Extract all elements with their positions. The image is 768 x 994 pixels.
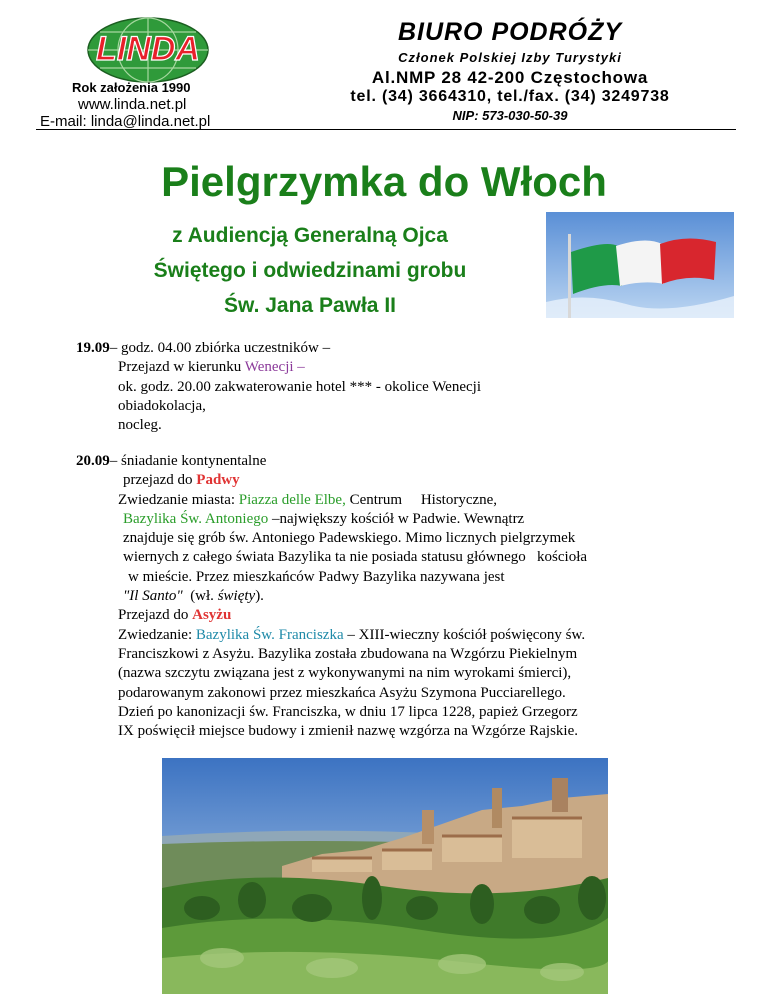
website-link[interactable]: www.linda.net.pl (78, 96, 187, 113)
text-line: obiadokolacja, (118, 397, 206, 414)
phone-line: tel. (34) 3664310, tel./fax. (34) 3249738 (350, 88, 670, 105)
subtitle-line: z Audiencją Generalną Ojca (172, 224, 448, 247)
text-line: znajduje się grób św. Antoniego Padewskiego. Mimo licznych pielgrzymek (123, 530, 576, 547)
text-line: Dzień po kanonizacji św. Franciszka, w dniu 17 lipca 1228, papież Grzegorz (118, 703, 578, 720)
text-line: – godz. 04.00 zbiórka uczestników – (109, 340, 331, 356)
agency-name: BIURO PODRÓŻY (397, 18, 623, 46)
text-line: (nazwa szczytu związana jest z wykonywanymi na nim wyrokami śmierci), (118, 665, 572, 682)
text-line: Zwiedzanie: (118, 626, 196, 643)
text-line: –największy kościół w Padwie. Wewnątrz (268, 510, 525, 527)
subtitle (80, 218, 540, 323)
place-piazza: Piazza delle Elbe, (238, 491, 346, 508)
text-line: Franciszkowi z Asyżu. Bazylika została zbudowana na Wzgórzu Piekielnym (118, 645, 578, 662)
email-link[interactable]: E-mail: linda@linda.net.pl (40, 113, 211, 130)
logo-text: LINDA (96, 30, 200, 68)
text-line: Przejazd do (118, 607, 193, 624)
place-venice: Wenecji – (244, 359, 305, 376)
text-line: nocleg. (118, 417, 162, 434)
place-padwa: Padwy (196, 472, 240, 489)
day-date: 20.09 (76, 453, 110, 469)
text-line: ). (255, 588, 264, 605)
text-line: (wł. (182, 588, 218, 605)
text-line: w mieście. Przez mieszkańców Padwy Bazylika nazywana jest (128, 568, 505, 585)
itinerary-day-2 (76, 452, 587, 741)
text-line: podarowanym zakonowi przez mieszkańca Asyżu Szymona Pucciarellego. (118, 684, 566, 701)
founded-year: Rok założenia 1990 (72, 80, 191, 95)
place-bazylika-franciszka: Bazylika Św. Franciszka (195, 626, 344, 643)
text-line: wiernych z całego świata Bazylika ta nie posiada statusu głównego kościoła (123, 549, 588, 566)
membership-line: Członek Polskiej Izby Turystyki (398, 50, 622, 65)
linda-logo (48, 14, 248, 84)
text-line: przejazd do (123, 472, 197, 489)
assisi-photo (162, 758, 608, 994)
header-divider (36, 129, 736, 130)
place-bazylika-antoniego: Bazylika Św. Antoniego (123, 510, 269, 527)
page-title: Pielgrzymka do Włoch (161, 158, 607, 205)
address-line: Al.NMP 28 42-200 Częstochowa (371, 68, 649, 87)
subtitle-line: Świętego i odwiedzinami grobu (153, 259, 467, 282)
text-line: – śniadanie kontynentalne (109, 453, 267, 469)
text-line: – XIII-wieczny kościół poświęcony św. (343, 626, 586, 643)
text-line: ok. godz. 20.00 zakwaterowanie hotel *** - okolice Wenecji (118, 378, 481, 395)
nip-line: NIP: 573-030-50-39 (452, 108, 568, 123)
italian-flag-image (546, 212, 734, 318)
subtitle-line: Św. Jana Pawła II (224, 294, 396, 317)
il-santo: "Il Santo" (123, 588, 183, 605)
day-date: 19.09 (76, 340, 110, 356)
text-line: Centrum Historyczne, (345, 491, 498, 508)
text-line: Przejazd w kierunku (118, 359, 245, 376)
text-line: IX poświęcił miejsce budowy i zmienił nazwę wzgórza na Wzgórze Rajskie. (118, 723, 578, 740)
place-asyz: Asyżu (192, 607, 232, 624)
text-line: święty (217, 588, 256, 605)
text-line: Zwiedzanie miasta: (118, 491, 239, 508)
itinerary-day-1 (76, 339, 481, 435)
